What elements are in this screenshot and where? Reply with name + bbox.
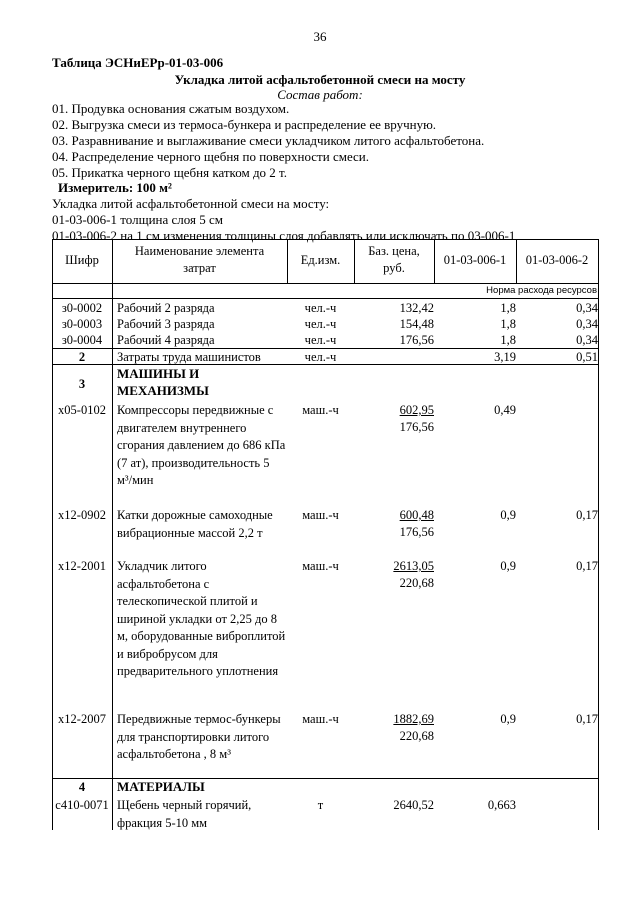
- row-price-secondary: 176,56: [399, 420, 434, 434]
- header-unit: Ед.изм.: [300, 253, 341, 267]
- meter-item: Укладка литой асфальтобетонной смеси на мосту:: [52, 196, 330, 211]
- row-code: х12-2001: [58, 559, 106, 573]
- row-unit: маш.-ч: [302, 712, 339, 726]
- work-item: 03. Разравнивание и выглаживание смеси укладчиком литого асфальтобетона.: [52, 133, 485, 148]
- work-composition-header: Состав работ:: [277, 87, 363, 102]
- row-price: 1882,69: [393, 712, 434, 726]
- row-price: 176,56: [399, 333, 434, 347]
- row-code: х05-0102: [58, 403, 106, 417]
- row-name: Рабочий 2 разряда: [117, 301, 215, 315]
- row-name: Укладчик литого асфальтобетона с телескопической плитой и шириной укладки от 2,25 до 8 м, оборудованные виброплитой и вибробрусом для предварительного уплотнения: [117, 559, 286, 678]
- row-unit: чел.-ч: [304, 350, 337, 364]
- row-price: 600,48: [399, 508, 434, 522]
- row-v2: 0,51: [576, 350, 598, 364]
- norm-label: Норма расхода ресурсов: [486, 285, 597, 296]
- row-code: з0-0003: [61, 317, 103, 331]
- row-code: с410-0071: [55, 798, 109, 812]
- work-item: 01. Продувка основания сжатым воздухом.: [52, 101, 290, 116]
- row-code: 2: [78, 350, 86, 364]
- row-code: з0-0002: [61, 301, 103, 315]
- row-code: х12-0902: [58, 508, 106, 522]
- row-name: Катки дорожные самоходные вибрационные массой 2,2 т: [117, 508, 273, 540]
- row-price-secondary: 220,68: [399, 729, 434, 743]
- row-name: Затраты труда машинистов: [117, 350, 261, 364]
- row-v2: 0,17: [576, 508, 598, 522]
- header-variant-1: 01-03-006-1: [443, 253, 507, 267]
- row-unit: чел.-ч: [304, 333, 337, 347]
- header-name: Наименование элемента: [134, 244, 265, 258]
- row-v1: 1,8: [500, 301, 516, 315]
- section-name: МЕХАНИЗМЫ: [117, 383, 209, 398]
- work-item: 02. Выгрузка смеси из термоса-бункера и распределение ее вручную.: [52, 117, 437, 132]
- row-v1: 0,9: [500, 559, 516, 573]
- page-number: 36: [313, 29, 327, 44]
- row-price-secondary: 220,68: [399, 576, 434, 590]
- meter-line: Измеритель: 100 м²: [58, 180, 172, 195]
- row-unit: чел.-ч: [304, 301, 337, 315]
- row-name: Передвижные термос-бункеры для транспортировки литого асфальтобетона , 8 м³: [117, 712, 281, 761]
- row-price: 2613,05: [393, 559, 434, 573]
- row-v1: 1,8: [500, 317, 516, 331]
- work-item: 05. Прикатка черного щебня катком до 2 т.: [52, 165, 288, 180]
- row-v1: 0,9: [500, 712, 516, 726]
- header-name: затрат: [183, 261, 216, 275]
- section-name: МАШИНЫ И: [117, 366, 200, 381]
- row-v2: 0,34: [576, 317, 598, 331]
- header-variant-2: 01-03-006-2: [525, 253, 589, 267]
- header-price: Баз. цена,: [368, 244, 420, 258]
- work-item: 04. Распределение черного щебня по поверхности смеси.: [52, 149, 370, 164]
- section-code: 4: [78, 780, 86, 794]
- section-name: МАТЕРИАЛЫ: [117, 779, 205, 794]
- row-code: х12-2007: [58, 712, 106, 726]
- row-v1: 0,49: [494, 403, 516, 417]
- row-v2: 0,34: [576, 301, 598, 315]
- row-v1: 0,9: [500, 508, 516, 522]
- row-code: з0-0004: [61, 333, 103, 347]
- row-v2: 0,34: [576, 333, 598, 347]
- meter-item: 01-03-006-2 на 1 см изменения толщины слоя добавлять или исключать по 03-006-1: [52, 228, 516, 243]
- row-v2: 0,17: [576, 712, 598, 726]
- row-unit: маш.-ч: [302, 403, 339, 417]
- section-code: 3: [78, 377, 86, 391]
- row-v1: 1,8: [500, 333, 516, 347]
- row-unit: т: [317, 798, 324, 812]
- header-code: Шифр: [65, 253, 99, 267]
- row-name: Рабочий 3 разряда: [117, 317, 215, 331]
- row-price: 154,48: [399, 317, 434, 331]
- row-v1: 3,19: [494, 350, 516, 364]
- row-price: 2640,52: [393, 798, 434, 812]
- row-unit: маш.-ч: [302, 508, 339, 522]
- row-v2: 0,17: [576, 559, 598, 573]
- section-title: Укладка литой асфальтобетонной смеси на мосту: [174, 72, 466, 87]
- row-price: 132,42: [399, 301, 434, 315]
- row-name: Рабочий 4 разряда: [117, 333, 215, 347]
- header-price: руб.: [383, 261, 405, 275]
- row-v1: 0,663: [487, 798, 516, 812]
- row-price-secondary: 176,56: [399, 525, 434, 539]
- row-unit: маш.-ч: [302, 559, 339, 573]
- meter-item: 01-03-006-1 толщина слоя 5 см: [52, 212, 223, 227]
- table-code: Таблица ЭСНиЕРр-01-03-006: [52, 55, 224, 70]
- row-name: Компрессоры передвижные с двигателем внутреннего сгорания давлением до 686 кПа (7 ат), производительность 5 м³/мин: [117, 403, 286, 487]
- row-name: Щебень черный горячий, фракция 5-10 мм: [117, 798, 252, 830]
- row-unit: чел.-ч: [304, 317, 337, 331]
- row-price: 602,95: [399, 403, 434, 417]
